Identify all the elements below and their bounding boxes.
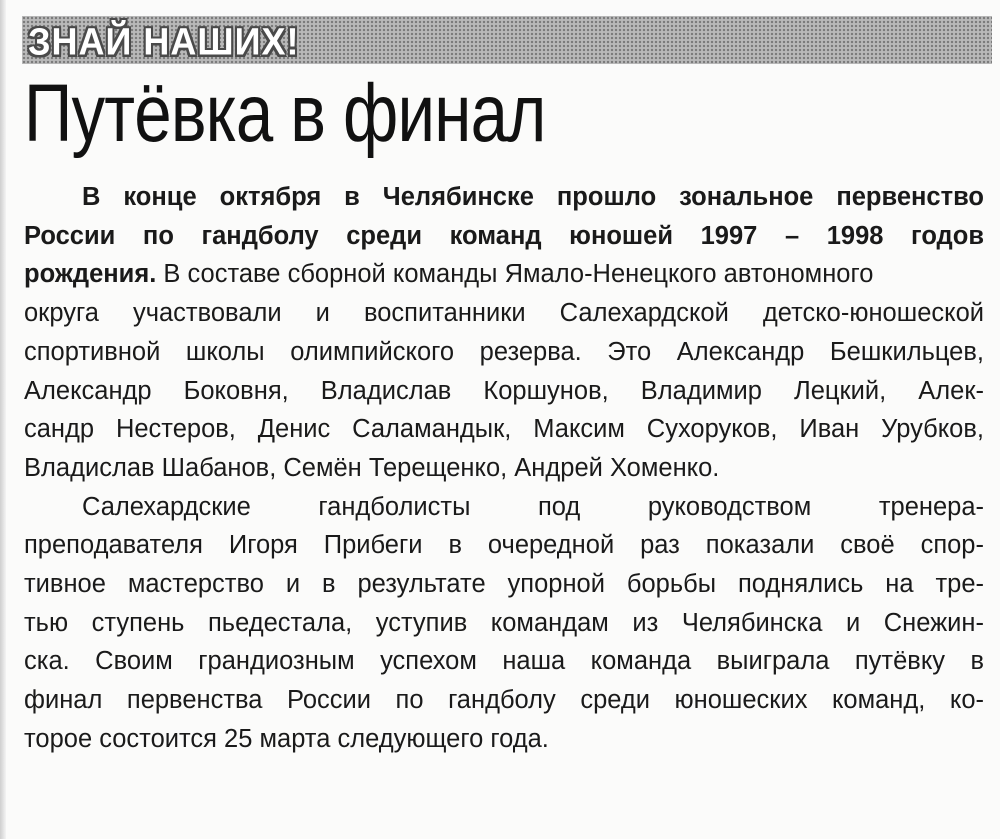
- paragraph2-line-5: ска. Своим грандиозным успехом наша команда выиграла путёвку в: [24, 647, 984, 676]
- paragraph1-line-4: Александр Боковня, Владислав Коршунов, Владимир Лецкий, Алек-: [24, 376, 984, 405]
- paragraph1-line-5: сандр Нестеров, Денис Саламандык, Максим Сухоруков, Иван Урубков,: [24, 415, 984, 444]
- paragraph2-line-1: Салехардские гандболисты под руководством тренера-: [82, 492, 984, 521]
- lead-line-2: России по гандболу среди команд юношей 1997 – 1998 годов: [24, 221, 984, 250]
- paragraph1-line-2: округа участвовали и воспитанники Салехардской детско-юношеской: [24, 299, 984, 328]
- page-edge-shadow: [0, 0, 6, 839]
- section-label: ЗНАЙ НАШИХ!: [28, 20, 300, 64]
- lead-line-1: В конце октября в Челябинске прошло зональное первенство: [82, 183, 984, 211]
- paragraph1-line-6: Владислав Шабанов, Семён Терещенко, Андрей Хоменко.: [24, 453, 720, 482]
- paragraph2-line-2: преподавателя Игоря Прибеги в очередной раз показали своё спор-: [24, 531, 984, 560]
- article-body: [24, 178, 984, 759]
- paragraph2-line-4: тью ступень пьедестала, уступив командам из Челябинска и Снежин-: [24, 608, 984, 637]
- paragraph2-line-6: финал первенства России по гандболу среди юношеских команд, ко-: [24, 686, 984, 715]
- paragraph1-line-3: спортивной школы олимпийского резерва. Это Александр Бешкильцев,: [24, 337, 984, 366]
- paragraph2-line-7: торое состоится 25 марта следующего года.: [24, 724, 549, 753]
- article-title: Путёвка в финал: [24, 68, 546, 159]
- lead-paragraph: [24, 178, 984, 488]
- paragraph2-line-3: тивное мастерство и в результате упорной борьбы поднялись на тре-: [24, 570, 984, 599]
- paragraph1-line-1: В составе сборной команды Ямало-Ненецкого автономного: [163, 260, 874, 289]
- paragraph-2: [24, 488, 984, 759]
- lead-line-3-row: [24, 255, 984, 294]
- lead-line-3: рождения.: [24, 260, 157, 289]
